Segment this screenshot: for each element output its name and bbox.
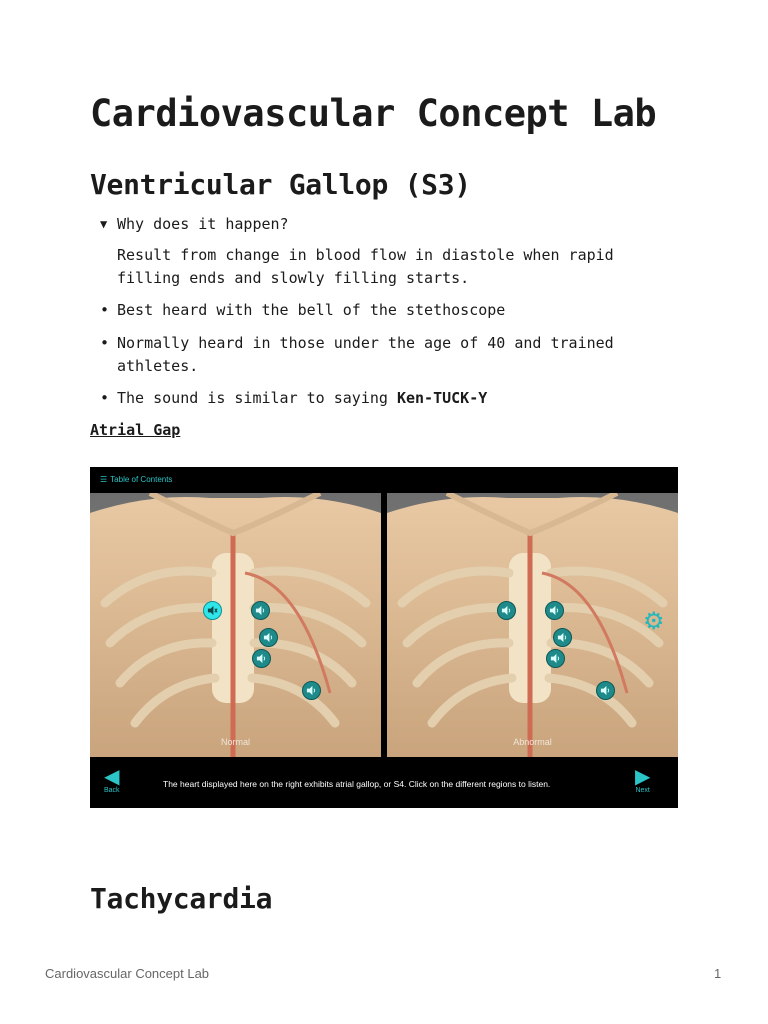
bullet-dot-icon: • [100,334,110,352]
section-heading-s3: Ventricular Gallop (S3) [90,168,471,201]
bullet-dot-icon: • [100,301,110,319]
speaker-icon[interactable] [497,601,516,620]
document-title: Cardiovascular Concept Lab [90,92,657,135]
section-heading-tachycardia: Tachycardia [90,882,273,915]
toggle-content: Result from change in blood flow in diastole when rapid filling ends and slowly filling starts. [117,246,614,287]
normal-heart-panel [90,493,381,757]
speaker-icon[interactable] [259,628,278,647]
speaker-icon[interactable] [251,601,270,620]
toggle-label: Why does it happen? [117,215,289,233]
chevron-left-icon: ◀ [104,766,120,788]
chevron-right-icon: ▶ [635,766,651,788]
speaker-icon[interactable] [596,681,615,700]
list-item [100,299,657,322]
normal-label: Normal [220,737,250,747]
atrial-gap-link[interactable]: Atrial Gap [90,421,181,439]
speaker-icon[interactable] [252,649,271,668]
embedded-module-screenshot [90,467,678,808]
next-button[interactable] [635,767,650,794]
chest-illustration-right [387,493,678,757]
list-item-text: Best heard with the bell of the stethoscope [117,301,506,319]
footer-title: Cardiovascular Concept Lab [45,966,210,981]
list-item-text: Normally heard in those under the age of 40 and trained athletes. [117,334,614,375]
toc-label: Table of Contents [110,475,173,484]
back-button[interactable] [104,767,120,794]
module-bottom-bar [90,757,678,808]
list-item [100,332,657,378]
toggle-triangle-icon[interactable]: ▼ [100,217,108,231]
table-of-contents-button[interactable] [100,475,172,484]
speaker-icon[interactable] [553,628,572,647]
list-item [100,387,657,410]
speaker-icon-muted[interactable] [203,601,222,620]
next-label: Next [635,787,650,794]
list-item-text-plain: The sound is similar to saying [117,389,397,407]
back-label: Back [104,787,120,794]
chest-illustration-left [90,493,381,757]
gear-icon[interactable]: ⚙ [643,608,665,635]
speaker-icon[interactable] [302,681,321,700]
toggle-why-does-it-happen[interactable] [100,213,289,236]
abnormal-label: Abnormal [513,737,552,747]
bullet-dot-icon: • [100,389,110,407]
list-item-text-bold: Ken-TUCK-Y [396,389,488,407]
abnormal-heart-panel [387,493,678,757]
module-caption: The heart displayed here on the right exhibits atrial gallop, or S4. Click on the different regions to listen. [163,779,551,789]
speaker-icon[interactable] [546,649,565,668]
speaker-icon[interactable] [545,601,564,620]
list-item-text [117,387,657,410]
list-icon: ☰ [100,475,108,484]
page-number: 1 [714,966,722,981]
